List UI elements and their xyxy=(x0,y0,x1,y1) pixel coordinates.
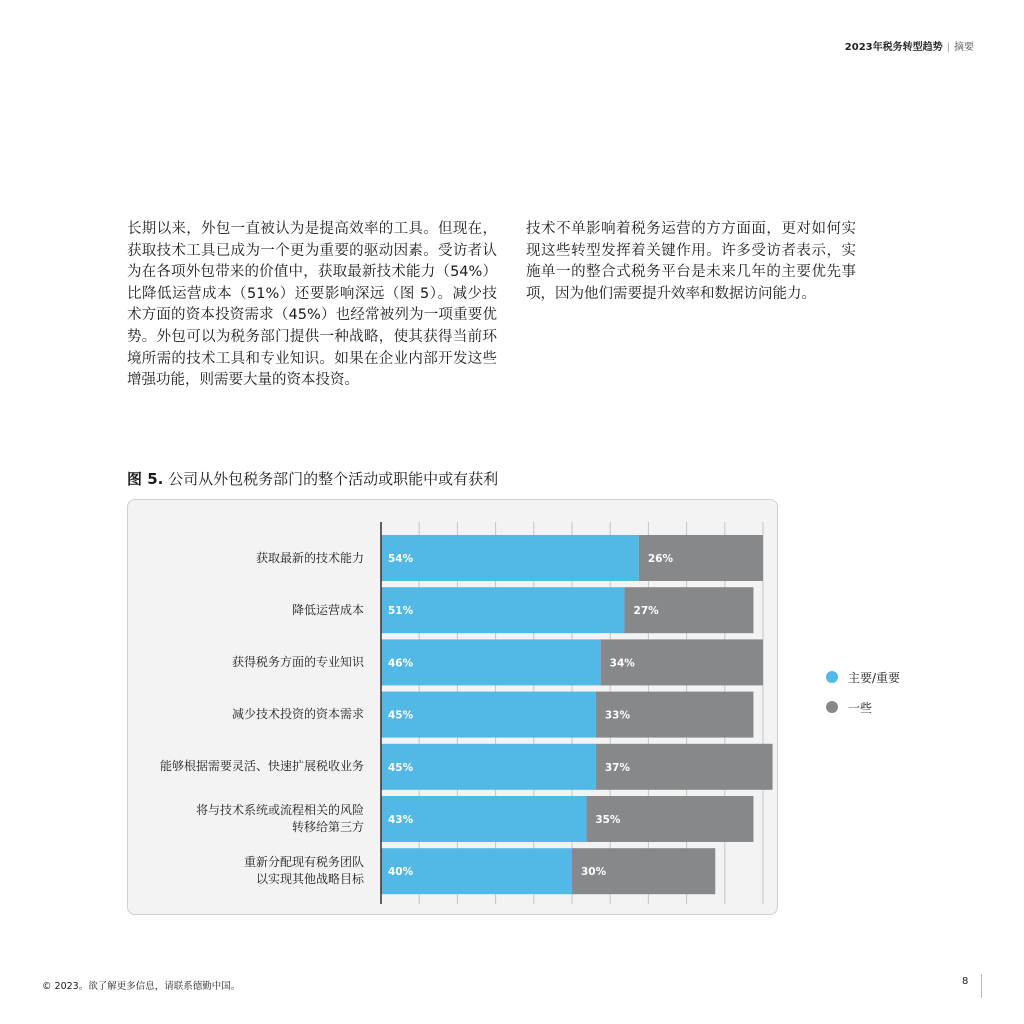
bar-primary xyxy=(381,587,625,633)
category-label: 获取最新的技术能力 xyxy=(255,550,364,565)
data-label-some: 34% xyxy=(609,657,635,670)
bar-primary xyxy=(381,639,601,685)
category-label: 获得税务方面的专业知识 xyxy=(231,654,364,669)
data-label-some: 37% xyxy=(604,761,631,774)
data-label-primary: 54% xyxy=(388,553,414,565)
category-label: 将与技术系统或流程相关的风险 转移给第三方 xyxy=(195,803,364,834)
bar-primary xyxy=(381,535,639,581)
footer-divider xyxy=(981,974,982,998)
legend-swatch xyxy=(826,671,838,683)
footer-copyright: © 2023。欲了解更多信息，请联系德勤中国。 xyxy=(42,981,241,992)
bar-primary xyxy=(381,744,596,790)
figure-caption xyxy=(127,468,498,489)
data-label-primary: 45% xyxy=(388,709,414,722)
figure-title: 公司从外包税务部门的整个活动或职能中或有获利 xyxy=(168,470,499,488)
report-title: 2023年税务转型趋势 xyxy=(844,42,943,53)
page-header xyxy=(845,38,974,53)
legend-label: 一些 xyxy=(848,700,873,715)
chart-legend xyxy=(826,662,900,722)
category-label: 重新分配现有税务团队 以实现其他战略目标 xyxy=(243,855,364,887)
data-label-some: 30% xyxy=(581,866,607,879)
data-label-primary: 51% xyxy=(388,605,414,618)
data-label-primary: 45% xyxy=(388,761,414,774)
page-number: 8 xyxy=(962,976,969,987)
data-label-primary: 40% xyxy=(388,866,414,879)
data-label-primary: 43% xyxy=(388,814,414,826)
category-label: 减少技术投资的资本需求 xyxy=(231,707,364,722)
legend-item xyxy=(826,662,900,692)
chart-panel xyxy=(127,499,778,915)
body-paragraph-left: 长期以来，外包一直被认为是提高效率的工具。但现在，获取技术工具已成为一个更为重要的驱动因素。受访者认为在各项外包带来的价值中，获取最新技术能力（54%）比降低运营成本（51%）还要影响深远（图 5）。减少技术方面的资本投资需求（45%）也经常被列为一项重要优势。外包可以为税务部门提供一种战略，使其获得当前环境所需的技术工具和专业知识。如果在企业内部开发这些增强功能，则需要大量的资本投资。 xyxy=(127,221,497,389)
legend-label: 主要/重要 xyxy=(848,670,901,685)
data-label-some: 27% xyxy=(633,605,659,618)
bar-chart xyxy=(128,500,779,916)
category-label: 降低运营成本 xyxy=(291,602,364,617)
data-label-some: 26% xyxy=(647,553,673,565)
bar-primary xyxy=(381,692,596,738)
category-label: 能够根据需要灵活、快速扩展税收业务 xyxy=(159,759,364,774)
body-paragraph-right: 技术不单影响着税务运营的方方面面，更对如何实现这些转型发挥着关键作用。许多受访者表示，实施单一的整合式税务平台是未来几年的主要优先事项，因为他们需要提升效率和数据访问能力。 xyxy=(526,221,856,302)
legend-item xyxy=(826,692,900,722)
figure-label: 图 5. xyxy=(127,470,164,488)
data-label-some: 35% xyxy=(595,814,621,826)
data-label-some: 33% xyxy=(604,709,631,722)
section-name: 摘要 xyxy=(954,42,974,53)
legend-swatch xyxy=(826,701,838,713)
header-separator: | xyxy=(946,42,950,53)
data-label-primary: 46% xyxy=(388,657,414,670)
